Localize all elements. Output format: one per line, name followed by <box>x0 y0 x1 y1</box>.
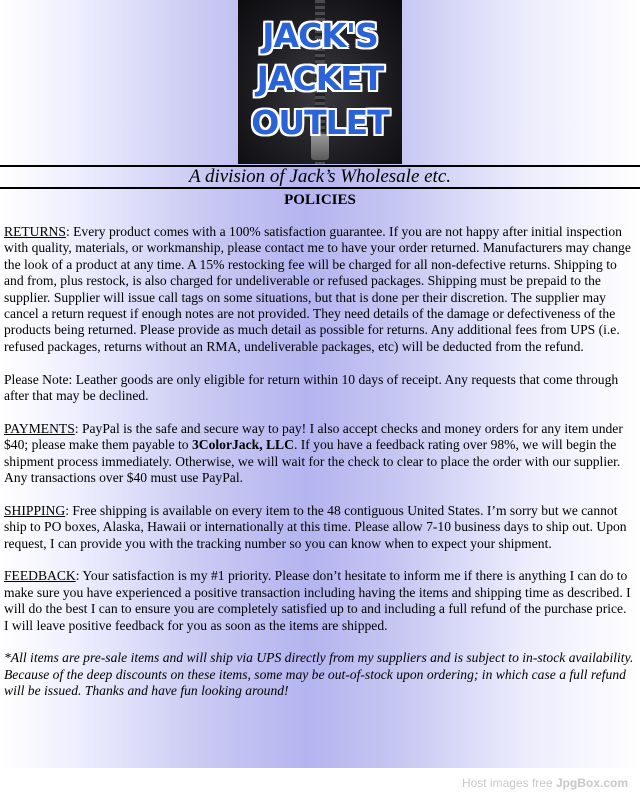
host-brand: JpgBox.com <box>555 776 628 790</box>
page-title: POLICIES <box>284 192 356 208</box>
returns-section <box>4 224 634 355</box>
shipping-text: : Free shipping is available on every item to the 48 contiguous United States. I’m sorry but we cannot ship to PO boxes, Alaska, Hawaii or internationally at this time. Please allow 7-10 business days to ship out. Upon request, I can provide you with the tracking number so you can know when to expect your shipment. <box>4 502 627 551</box>
payments-heading: PAYMENTS <box>4 420 75 436</box>
logo-line-2: JACKET <box>256 59 384 98</box>
feedback-text: : Your satisfaction is my #1 priority. Please don’t hesitate to inform me if there is anything I can do to make sure you have experienced a positive transaction including having the items and shipping time as described. I will do the best I can to ensure you are completely satisfied up to and including a full refund of the purchase price. I will leave positive feedback for you as soon as the items are shipped. <box>4 568 631 633</box>
feedback-heading: FEEDBACK <box>4 568 76 584</box>
returns-text: : Every product comes with a 100% satisfaction guarantee. If you are not happy after initial inspection with quality, materials, or workmanship, please contact me to have your order returned. Manufacturers may change the look of a product at any time. A 15% restocking fee will be charged for all non-defective returns. Shipping to and from, plus restock, is also charged for undeliverable or refused packages. Shipping must be prepaid to the supplier. Supplier will issue call tags on some situations, but that is done per their discretion. The supplier may cancel a return request if enough notes are not provided. They need details of the damage or defectiveness of the products being returned. Please provide as much detail as possible for returns. Any additional fees from UPS (i.e. refused packages, returns without an RMA, undeliverable packages, etc) will be deducted from the refund. <box>4 224 631 354</box>
host-footer <box>0 768 640 798</box>
leather-note: Please Note: Leather goods are only eligible for return within 10 days of receipt. Any requests that come through after that may be declined. <box>4 371 619 404</box>
shipping-section <box>4 503 634 552</box>
payments-section <box>4 421 634 487</box>
feedback-section <box>4 568 634 634</box>
payee-name: 3ColorJack, LLC <box>191 437 294 453</box>
host-credit-link[interactable] <box>462 776 628 790</box>
store-logo <box>238 0 402 164</box>
shipping-heading: SHIPPING <box>4 502 66 518</box>
payments-text-before: : PayPal is the safe and secure way to pay! I also accept checks and money orders for any item under $40; please make them payable to <box>4 420 623 453</box>
bottom-divider <box>0 187 640 189</box>
host-credit-text: Host images free <box>461 776 556 790</box>
presale-note: *All items are pre-sale items and will ship via UPS directly from my suppliers and is subject to in-stock availability. Because of the deep discounts on these items, some may be out-of-stock upon ordering; in which case a full refund will be issued. Thanks and have fun looking around! <box>4 650 634 699</box>
logo-line-1: JACK'S <box>262 16 378 55</box>
division-tagline: A division of Jack’s Wholesale etc. <box>188 166 452 187</box>
policy-content <box>4 224 634 716</box>
payments-text-after: . If you have a feedback rating over 98%, we will begin the shipment process immediately. Otherwise, we will wait for the check to clear to place the order with our supplier. Any transactions over $40 must use PayPal. <box>4 437 621 486</box>
returns-heading: RETURNS <box>4 224 66 239</box>
logo-line-3: OUTLET <box>251 103 389 142</box>
